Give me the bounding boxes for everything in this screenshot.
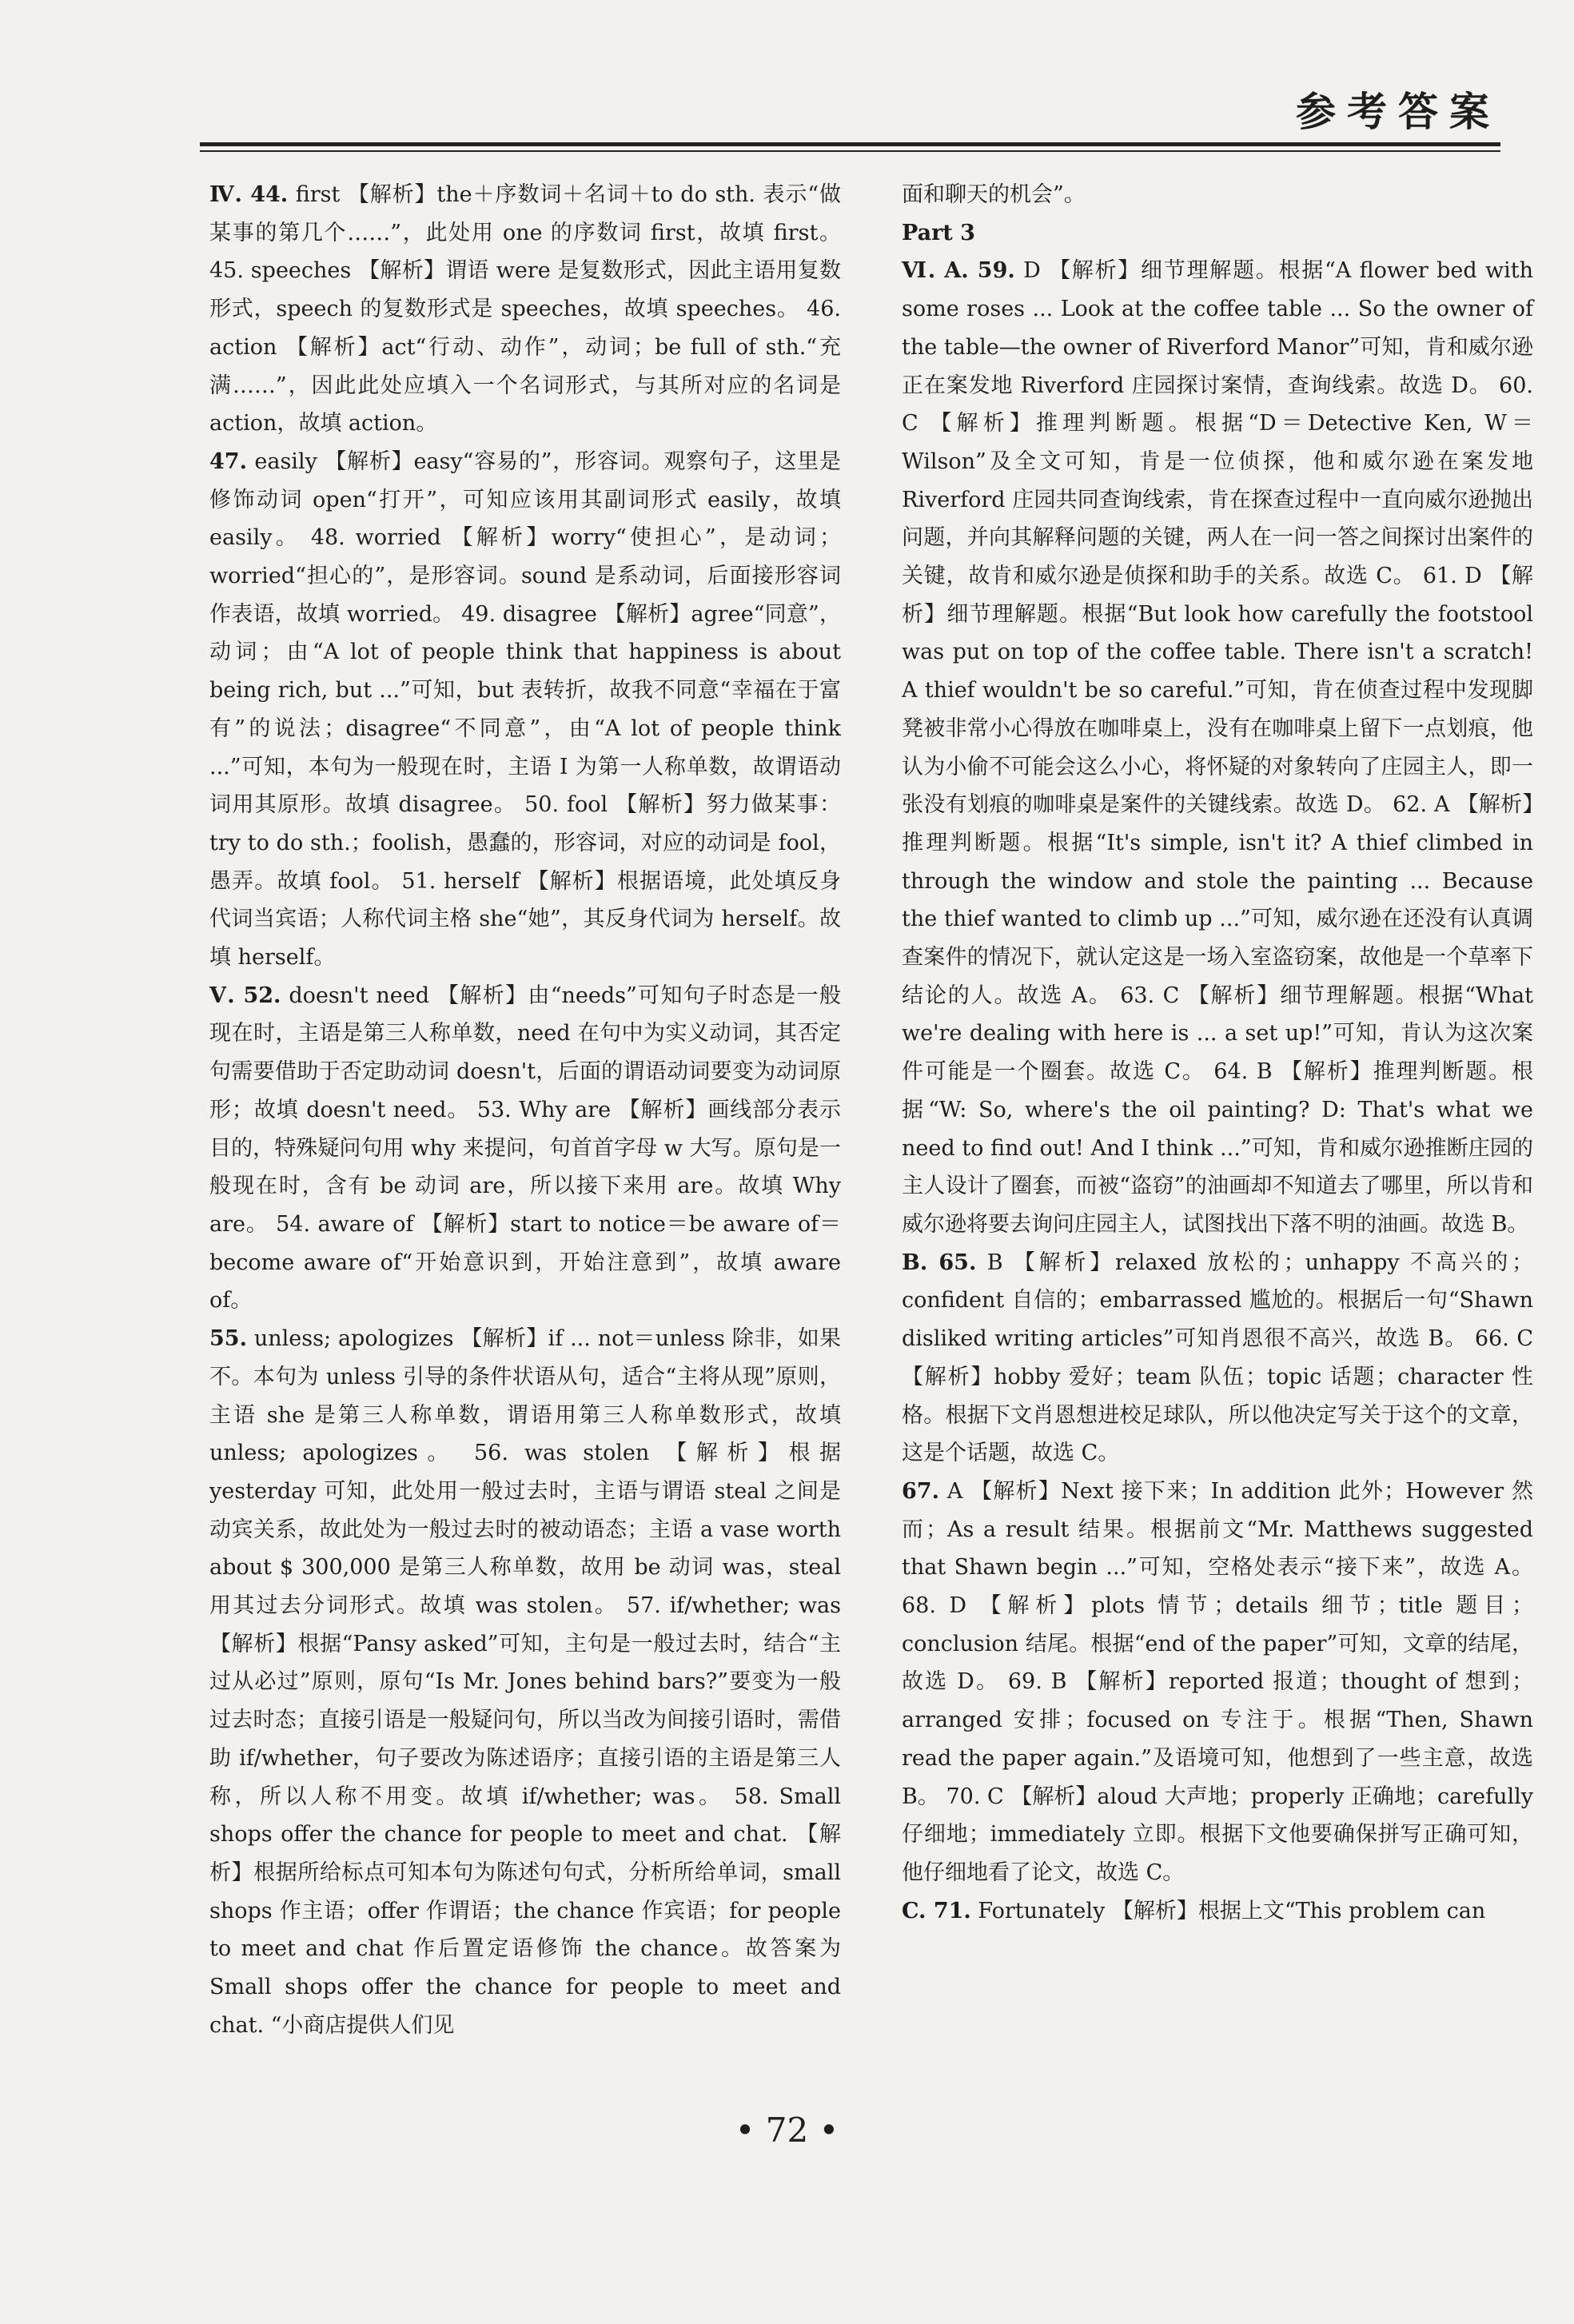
question-number: 47. [209, 448, 247, 474]
answer-text: A 【解析】Next 接下来；In addition 此外；However 然而；As a result 结果。根据前文“Mr. Matthews suggested that Shawn begin ...”可知，空格处表示“接下来”，故选 A。 68. D 【解析】plots 情节；details 细节；title 题目；conclusion 结尾。根据“end of the paper”可知，文章的结尾，故选 D。 69. B 【解析】reported 报道；thought of 想到；arranged 安排；focused on 专注于。根据“Then, Shawn read the paper again.”及语境可知，他想到了一些主意，故选 B。 70. C 【解析】aloud 大声地；properly 正确地；carefully 仔细地；immediately 立即。根据下文他要确保拼写正确可知，他仔细地看了论文，故选 C。 [902, 1478, 1533, 1885]
answer-paragraph [902, 252, 1533, 1243]
answer-text: B 【解析】relaxed 放松的；unhappy 不高兴的；confident 自信的；embarrassed 尴尬的。根据后一句“Shawn disliked writing articles”可知肖恩很不高兴，故选 B。 66. C 【解析】hobby 爱好；team 队伍；topic 话题；character 性格。根据下文肖恩想进校足球队，所以他决定写关于这个的文章，这是个话题，故选 C。 [902, 1250, 1534, 1466]
part-heading: Part 3 [902, 220, 975, 245]
question-number: 55. [209, 1326, 247, 1352]
answer-paragraph [902, 1473, 1533, 1892]
answer-paragraph [902, 1892, 1533, 1931]
answer-text: easily 【解析】easy“容易的”，形容词。观察句子，这里是修饰动词 open“打开”，可知应该用其副词形式 easily，故填 easily。 48. worried 【解析】worry“使担心”，是动词；worried“担心的”，是形容词。sound 是系动词，后面接形容词作表语，故填 worried。 49. disagree 【解析】agree“同意”，动词；由“A lot of people think that happiness is about being rich, but ...”可知，but 表转折，故我不同意“幸福在于富有”的说法；disagree“不同意”，由“A lot of people think ...”可知，本句为一般现在时，主语 I 为第一人称单数，故谓语动词用其原形。故填 disagree。 50. fool 【解析】努力做某事：try to do sth.；foolish，愚蠢的，形容词，对应的动词是 fool，愚弄。故填 fool。 51. herself 【解析】根据语境，此处填反身代词当宾语；人称代词主格 she“她”，其反身代词为 herself。故填 herself。 [209, 448, 841, 971]
answer-text: D 【解析】细节理解题。根据“A flower bed with some roses ... Look at the coffee table ... So the owner of the table—the owner of Riverford Manor”可知，肯和威尔逊正在案发地 Riverford 庄园探讨案情，查询线索。故选 D。 60. C 【解析】推理判断题。根据“D＝Detective Ken, W＝Wilson”及全文可知，肯是一位侦探，他和威尔逊在案发地 Riverford 庄园共同查询线索，肯在探查过程中一直向威尔逊抛出问题，并向其解释问题的关键，两人在一问一答之间探讨出案件的关键，故肯和威尔逊是侦探和助手的关系。故选 C。 61. D 【解析】细节理解题。根据“But look how carefully the footstool was put on top of the coffee table. There isn't a scratch! A thief wouldn't be so careful.”可知，肯在侦查过程中发现脚凳被非常小心得放在咖啡桌上，没有在咖啡桌上留下一点划痕，他认为小偷不可能会这么小心，将怀疑的对象转向了庄园主人，即一张没有划痕的咖啡桌是案件的关键线索。故选 D。 62. A 【解析】推理判断题。根据“It's simple, isn't it? A thief climbed in through the window and stole the painting ... Because the thief wanted to climb up ...”可知，威尔逊在还没有认真调查案件的情况下，就认定这是一场入室盗窃案，故他是一个草率下结论的人。故选 A。 63. C 【解析】细节理解题。根据“What we're dealing with here is ... a set up!”可知，肯认为这次案件可能是一个圈套。故选 C。 64. B 【解析】推理判断题。根据“W: So, where's the oil painting? D: That's what we need to find out! And I think ...”可知，肯和威尔逊推断庄园的主人设计了圈套，而被“盗窃”的油画却不知道去了哪里，所以肯和威尔逊将要去询问庄园主人，试图找出下落不明的油画。故选 B。 [902, 258, 1533, 1237]
answer-paragraph [209, 176, 841, 443]
answer-text: first 【解析】the＋序数词＋名词＋to do sth. 表示“做某事的第几个……”，此处用 one 的序数词 first，故填 first。 45. speeches 【解析】谓语 were 是复数形式，因此主语用复数形式，speech 的复数形式是 speeches，故填 speeches。 46. action 【解析】act“行动、动作”，动词；be full of sth.“充满……”，因此此处应填入一个名词形式，与其所对应的名词是 action，故填 action。 [209, 182, 841, 436]
header-rule-thick [200, 142, 1500, 146]
answer-paragraph [209, 443, 841, 977]
answer-paragraph [209, 977, 841, 1320]
answer-text: doesn't need 【解析】由“needs”可知句子时态是一般现在时，主语是第三人称单数，need 在句中为实义动词，其否定句需要借助于否定助动词 doesn't，后面的谓语动词要变为动词原形；故填 doesn't need。 53. Why are 【解析】画线部分表示目的，特殊疑问句用 why 来提问，句首首字母 w 大写。原句是一般现在时，含有 be 动词 are，所以接下来用 are。故填 Why are。 54. aware of 【解析】start to notice＝be aware of＝become aware of“开始意识到，开始注意到”，故填 aware of。 [209, 983, 841, 1313]
answer-paragraph [209, 1320, 841, 2044]
question-number: Ⅵ. A. 59. [902, 258, 1015, 284]
question-number: Ⅳ. 44. [209, 182, 289, 207]
left-column [209, 176, 841, 2044]
answer-text: Fortunately 【解析】根据上文“This problem can [978, 1898, 1486, 1923]
answer-text: 面和聊天的机会”。 [902, 182, 1086, 207]
right-column [902, 176, 1533, 1930]
page-header-title: 参考答案 [1296, 88, 1500, 135]
question-number: B. 65. [902, 1250, 977, 1275]
answer-text: unless; apologizes 【解析】if ... not＝unless 除非，如果不。本句为 unless 引导的条件状语从句，适合“主将从现”原则，主语 she 是第三人称单数，谓语用第三人称单数形式，故填 unless; apologizes。 56. was stolen 【解析】根据 yesterday 可知，此处用一般过去时，主语与谓语 steal 之间是动宾关系，故此处为一般过去时的被动语态；主语 a vase worth about $ 300,000 是第三人称单数，故用 be 动词 was，steal 用其过去分词形式。故填 was stolen。 57. if/whether; was 【解析】根据“Pansy asked”可知，主句是一般过去时，结合“主过从必过”原则，原句“Is Mr. Jones behind bars?”要变为一般过去时态；直接引语是一般疑问句，所以当改为间接引语时，需借助 if/whether，句子要改为陈述语序；直接引语的主语是第三人称，所以人称不用变。故填 if/whether; was。 58. Small shops offer the chance for people to meet and chat. 【解析】根据所给标点可知本句为陈述句句式，分析所给单词，small shops 作主语；offer 作谓语；the chance 作宾语；for people to meet and chat 作后置定语修饰 the chance。故答案为 Small shops offer the chance for people to meet and chat. “小商店提供人们见 [209, 1326, 841, 2038]
answer-paragraph [902, 1244, 1533, 1473]
question-number: 67. [902, 1478, 939, 1504]
question-number: Ⅴ. 52. [209, 983, 281, 1008]
answer-paragraph [902, 176, 1533, 214]
question-number: C. 71. [902, 1898, 971, 1923]
header-rule-thin [200, 150, 1500, 152]
page-number: • 72 • [735, 2111, 839, 2150]
